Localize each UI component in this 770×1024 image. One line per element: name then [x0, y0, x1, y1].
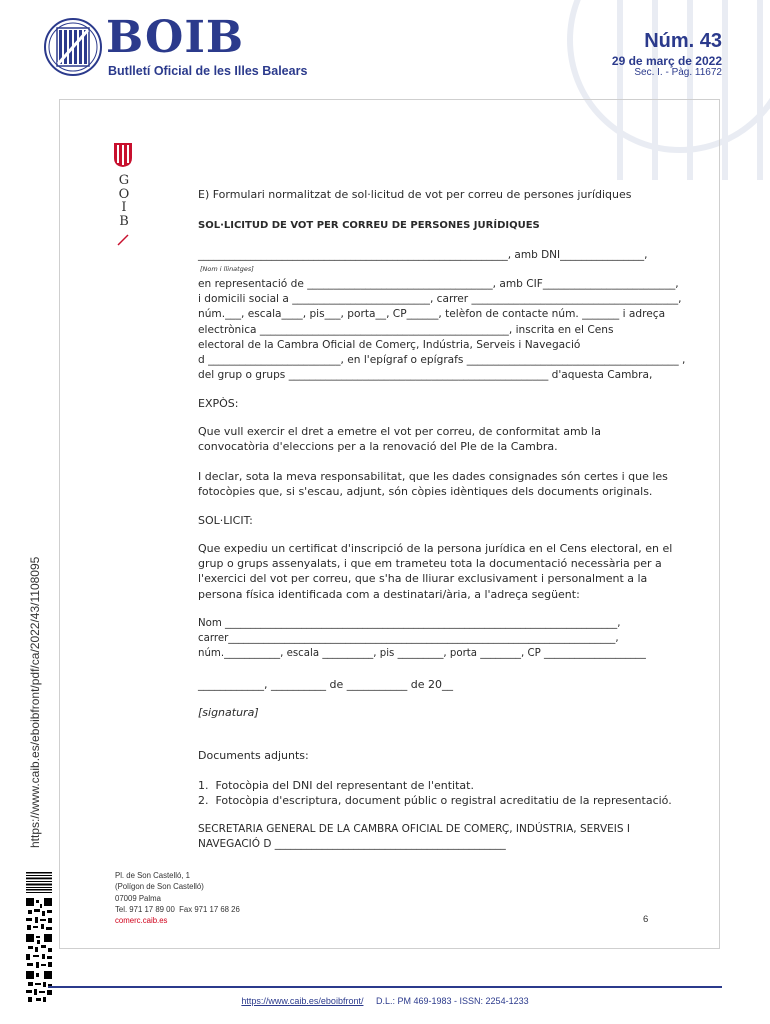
address-line: carrer____________________________________________________________________________, [198, 633, 619, 645]
declaration-line: I declar, sota la meva responsabilitat, que les dades consignades són certes i que les [198, 470, 668, 483]
request-line: persona física identificada com a destinatari/ària, a l'adreça següent: [198, 587, 580, 601]
declaration-line: fotocòpies que, si s'escau, adjunt, són còpies idèntiques dels documents originals. [198, 485, 653, 499]
expos-line: convocatòria d'eleccions per a la renovació del Ple de la Cambra. [198, 440, 558, 454]
attached-title: Documents adjunts: [198, 749, 309, 762]
request-line: Que expediu un certificat d'inscripció de la persona jurídica en el Cens electoral, en el [198, 542, 673, 555]
expos-line: Que vull exercir el dret a emetre el vot per correu, de conformitat amb la [198, 425, 601, 438]
representation-line: i domicili social a __________________________, carrer _______________________________________, [198, 293, 682, 306]
footer-url-link[interactable]: https://www.caib.es/eboibfront/ [241, 996, 364, 1006]
goib-letters [114, 174, 134, 228]
footer-separator [366, 996, 374, 1006]
representation-line: electrònica _______________________________________________, inscrita en el Cens [198, 323, 614, 336]
boib-subtitle: Butlletí Oficial de les Illes Balears [108, 64, 308, 78]
request-line: l'exercici del vot per correu, que s'ha de lliurar exclusivament i personalment a la [198, 572, 648, 586]
secretary-line: NAVEGACIÓ D ____________________________________________ [198, 838, 506, 851]
attached-list [198, 778, 672, 808]
address-line: núm.___________, escala __________, pis _________, porta ________, CP ____________________ [198, 648, 646, 660]
goib-letter: B [119, 213, 129, 229]
form-heading: SOL·LICITUD DE VOT PER CORREU DE PERSONES JURÍDIQUES [198, 220, 540, 231]
signature-placeholder: [signatura] [198, 706, 259, 719]
bulletin-number: Núm. 43 [644, 30, 722, 52]
representation-line: electoral de la Cambra Oficial de Comerç, Indústria, Serveis i Navegació [198, 338, 581, 351]
name-hint: [Nom i llinatges] [200, 265, 254, 273]
representation-line: d _________________________, en l'epígraf o epígrafs ________________________________________ , [198, 354, 686, 367]
goib-letter: I [121, 200, 127, 215]
vertical-document-url[interactable]: https://www.caib.es/eboibfront/pdf/ca/2022/43/1108095 [28, 556, 42, 848]
representation-line: del grup o grups _________________________________________________ d'aquesta Cambra, [198, 369, 653, 382]
goib-shield-icon [113, 142, 133, 168]
address-line: Tel. 971 17 89 00 Fax 971 17 68 26 [115, 904, 240, 914]
address-line: 07009 Palma [115, 893, 161, 903]
footer-divider [48, 986, 722, 988]
request-line: grup o grups assenyalats, i que em trameteu tota la documentació necessària per a [198, 557, 662, 571]
goib-letter: G [118, 173, 130, 188]
declaration-block [198, 469, 668, 499]
address-line: Nom _____________________________________________________________________________, [198, 618, 621, 629]
qr-code-icon [24, 872, 54, 1004]
form-e-title: E) Formulari normalitzat de sol·licitud de vot per correu de persones jurídiques [198, 188, 632, 201]
boib-logo-text: BOIB [106, 12, 245, 63]
secretary-line: SECRETARIA GENERAL DE LA CAMBRA OFICIAL DE COMERÇ, INDÚSTRIA, SERVEIS I [198, 823, 631, 835]
expos-title: EXPÒS: [198, 397, 239, 410]
address-block [198, 616, 646, 662]
date-line: ____________, __________ de ___________ de 20__ [198, 678, 453, 691]
request-title: SOL·LICIT: [198, 514, 253, 527]
footer [0, 996, 770, 1006]
representation-line: en representació de ___________________________________, amb CIF_________________________, [198, 278, 679, 290]
goib-slash-icon [116, 233, 130, 247]
attached-item: 1. Fotocòpia del DNI del representant de l'entitat. [198, 779, 474, 792]
chamber-address [115, 870, 240, 926]
expos-block [198, 424, 601, 454]
representation-line: núm.___, escala____, pis___, porta__, CP______, telèfon de contacte núm. _______ i adreça [198, 308, 666, 321]
name-line: ___________________________________________________________, amb DNI________________, [198, 249, 648, 261]
footer-legal: D.L.: PM 469-1983 - ISSN: 2254-1233 [376, 996, 529, 1006]
attached-item: 2. Fotocòpia d'escriptura, document públic o registral acreditatiu de la representació. [198, 794, 672, 808]
secretary-block [198, 822, 630, 852]
boib-emblem [44, 16, 102, 78]
representation-block [198, 277, 685, 383]
request-block [198, 541, 672, 602]
chamber-website-link[interactable]: comerc.caib.es [115, 916, 168, 926]
bulletin-date: 29 de març de 2022 [611, 54, 722, 68]
address-line: (Polígon de Son Castelló) [115, 882, 204, 892]
goib-letter: O [118, 186, 130, 202]
section-page: Sec. I. - Pàg. 11672 [634, 67, 722, 78]
page-number: 6 [643, 914, 649, 925]
address-line: Pl. de Son Castelló, 1 [115, 871, 190, 880]
